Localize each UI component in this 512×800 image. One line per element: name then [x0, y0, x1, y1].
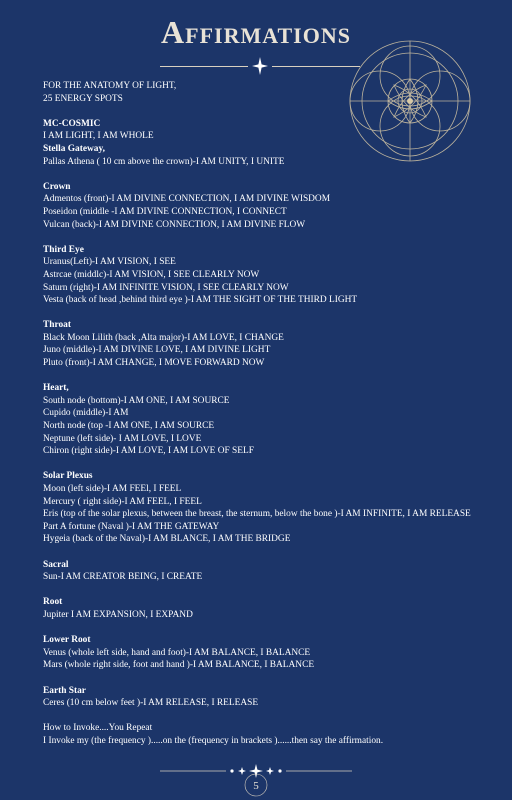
- affirmation-line: Uranus(Left)-I AM VISION, I SEE: [43, 257, 176, 268]
- section-title: Earth Star: [43, 685, 86, 696]
- affirmation-line: Black Moon Lilith (back ,Alta major)-I AM LOVE, I CHANGE: [43, 332, 284, 343]
- page-number: 5: [253, 780, 259, 792]
- affirmation-line: Mars (whole right side, foot and hand )-I AM BALANCE, I BALANCE: [43, 660, 315, 671]
- affirmation-line: Poseidon (middle -I AM DIVINE CONNECTION, I CONNECT: [43, 206, 287, 217]
- affirmation-line: Cupido (middle)-I AM: [43, 408, 129, 419]
- affirmation-line: Vesta (back of head ,behind third eye )-I AM THE SIGHT OF THE THIRD LIGHT: [43, 295, 358, 306]
- affirmation-line: Pluto (front)-I AM CHANGE, I MOVE FORWARD NOW: [43, 358, 265, 369]
- section-title: Sacral: [43, 559, 69, 570]
- star-icon: [252, 57, 268, 75]
- affirmation-line: Saturn (right)-I AM INFINITE VISION, I SEE CLEARLY NOW: [43, 282, 289, 293]
- affirmation-line: Juno (middle)-I AM DIVINE LOVE, I AM DIVINE LIGHT: [43, 345, 271, 356]
- section-root: [43, 596, 473, 621]
- affirmation-line: Ceres (10 cm below feet )-I AM RELEASE, I RELEASE: [43, 698, 259, 709]
- section-title: Lower Root: [43, 635, 91, 646]
- section-mc-cosmic: [43, 118, 473, 168]
- section-title: Throat: [43, 320, 71, 331]
- section-subtitle: Stella Gateway,: [43, 143, 105, 154]
- affirmation-line: South node (bottom)-I AM ONE, I AM SOURCE: [43, 395, 230, 406]
- affirmation-line: Admentos (front)-I AM DIVINE CONNECTION, I AM DIVINE WISDOM: [43, 194, 331, 205]
- affirmation-line: Jupiter I AM EXPANSION, I EXPAND: [43, 609, 193, 620]
- affirmation-line: Hygeia (back of the Naval)-I AM BLANCE, I AM THE BRIDGE: [43, 534, 291, 545]
- intro-line: FOR THE ANATOMY OF LIGHT,: [43, 81, 177, 91]
- intro: [43, 80, 473, 105]
- section-throat: [43, 319, 473, 369]
- affirmation-line: Neptune (left side)- I AM LOVE, I LOVE: [43, 433, 202, 444]
- instruction-line: I Invoke my (the frequency ).....on the (frequency in brackets )......then say the affirmation.: [43, 735, 384, 746]
- affirmation-line: Astrcae (middlc)-I AM VISION, I SEE CLEARLY NOW: [43, 269, 260, 280]
- affirmations-text: [43, 80, 473, 747]
- affirmation-line: Eris (top of the solar plexus, between the breast, the sternum, below the bone )-I AM INFINITE, I AM RELEASE: [43, 509, 471, 520]
- section-title: MC-COSMIC: [43, 118, 101, 129]
- section-sacral: [43, 559, 473, 584]
- affirmation-line: Mercury ( right side)-I AM FEEL, I FEEL: [43, 496, 202, 507]
- section-crown: [43, 181, 473, 231]
- affirmation-line: Venus (whole left side, hand and foot)-I AM BALANCE, I BALANCE: [43, 647, 311, 658]
- affirmation-line: Vulcan (back)-I AM DIVINE CONNECTION, I AM DIVINE FLOW: [43, 219, 306, 230]
- affirmation-line: Moon (left side)-I AM FEEl, I FEEL: [43, 484, 182, 494]
- divider-line-left: [160, 66, 248, 67]
- affirmation-line: Pallas Athena ( 10 cm above the crown)-I AM UNITY, I UNITE: [43, 156, 285, 167]
- section-title: Root: [43, 597, 63, 608]
- page-title: Affirmations: [161, 14, 351, 50]
- section-title: Crown: [43, 181, 71, 192]
- affirmation-line: Chiron (right side)-I AM LOVE, I AM LOVE OF SELF: [43, 446, 254, 457]
- invoke-instructions: [43, 722, 473, 747]
- affirmation-line: Part A fortune (Naval )-I AM THE GATEWAY: [43, 521, 220, 532]
- affirmation-line: Sun-I AM CREATOR BEING, I CREATE: [43, 572, 203, 583]
- affirmation-line: I AM LIGHT, I AM WHOLE: [43, 131, 154, 142]
- section-third-eye: [43, 244, 473, 307]
- instruction-line: How to Invoke....You Repeat: [43, 723, 153, 734]
- section-heart: [43, 382, 473, 458]
- section-solar-plexus: [43, 470, 473, 546]
- section-lower-root: [43, 634, 473, 672]
- intro-line: 25 ENERGY SPOTS: [43, 93, 123, 104]
- section-title: Solar Plexus: [43, 471, 93, 482]
- section-earth-star: [43, 685, 473, 710]
- affirmation-line: North node (top -I AM ONE, I AM SOURCE: [43, 421, 215, 432]
- section-title: Heart,: [43, 383, 69, 394]
- section-title: Third Eye: [43, 244, 84, 255]
